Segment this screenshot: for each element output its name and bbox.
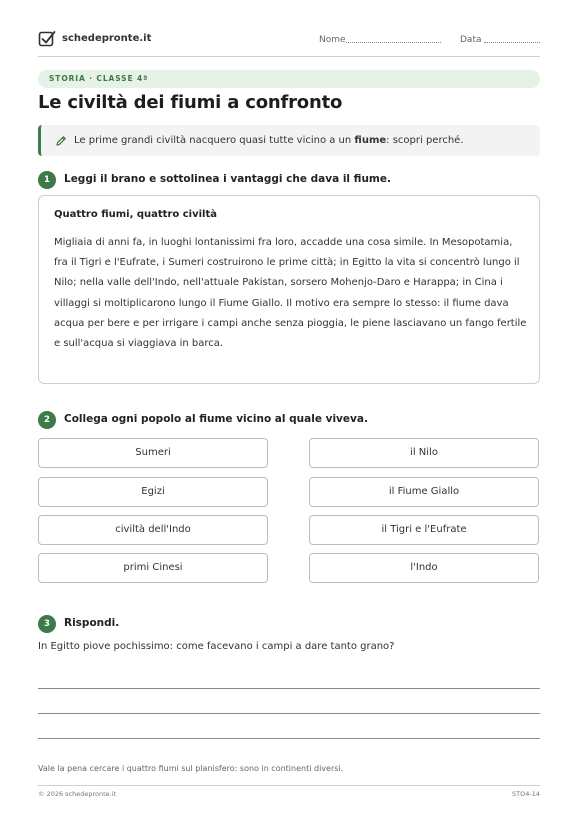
footer-divider — [38, 785, 540, 786]
section-2-number: 2 — [38, 411, 56, 429]
worksheet-code: STO4-14 — [512, 790, 540, 798]
match-right-item[interactable]: il Nilo — [309, 438, 539, 468]
match-right-item[interactable]: il Tigri e l'Eufrate — [309, 515, 539, 545]
match-left-item[interactable]: civiltà dell'Indo — [38, 515, 268, 545]
match-left-item[interactable]: Sumeri — [38, 438, 268, 468]
passage-title: Quattro fiumi, quattro civiltà — [54, 209, 217, 220]
intro-text: Le prime grandi civiltà nacquero quasi tutte vicino a un fiume: scopri perché. — [74, 135, 464, 146]
match-right-item[interactable]: l'Indo — [309, 553, 539, 583]
brand-name: schedepronte.it — [62, 33, 152, 44]
date-field[interactable] — [484, 42, 540, 43]
pencil-icon — [55, 135, 67, 147]
header-divider — [38, 56, 540, 57]
checkbox-logo-icon — [38, 30, 56, 48]
section-2-title: Collega ogni popolo al fiume vicino al quale viveva. — [64, 413, 368, 425]
match-left-item[interactable]: primi Cinesi — [38, 553, 268, 583]
passage-text[interactable]: Migliaia di anni fa, in luoghi lontanissimi fra loro, accadde una cosa simile. In Mesopotamia, fra il Tigri e l'Eufrate, i Sumeri costruirono le prime città; in Egitto la vita si concentrò lungo il Nilo; nella valle dell'Indo, nell'attuale Pakistan, sorsero Mohenjo-Daro e Harappa; in Cina i villaggi si moltiplicarono lungo il Fiume Giallo. Il motivo era sempre lo stesso: il fiume dava acqua per bere e per irrigare i campi anche senza pioggia, le piene lasciavano un fango fertile e sull'acqua si viaggiava in barca. — [54, 237, 527, 350]
section-3-number: 3 — [38, 615, 56, 633]
answer-line[interactable] — [38, 738, 540, 739]
match-right-item[interactable]: il Fiume Giallo — [309, 477, 539, 507]
name-field[interactable] — [346, 42, 441, 43]
section-1-title: Leggi il brano e sottolinea i vantaggi che dava il fiume. — [64, 173, 391, 185]
answer-line[interactable] — [38, 688, 540, 689]
page-title: Le civiltà dei fiumi a confronto — [38, 92, 343, 113]
copyright: © 2026 schedepronte.it — [38, 790, 117, 798]
section-3-title: Rispondi. — [64, 617, 120, 629]
footer-note: Vale la pena cercare i quattro fiumi sul planisfero: sono in continenti diversi. — [38, 764, 344, 773]
question-text: In Egitto piove pochissimo: come facevano i campi a dare tanto grano? — [38, 641, 395, 652]
match-left-item[interactable]: Egizi — [38, 477, 268, 507]
subject-tag: STORIA · CLASSE 4ª — [38, 70, 540, 88]
answer-line[interactable] — [38, 713, 540, 714]
name-label: Nome — [319, 35, 346, 45]
section-1-number: 1 — [38, 171, 56, 189]
date-label: Data — [460, 35, 482, 45]
